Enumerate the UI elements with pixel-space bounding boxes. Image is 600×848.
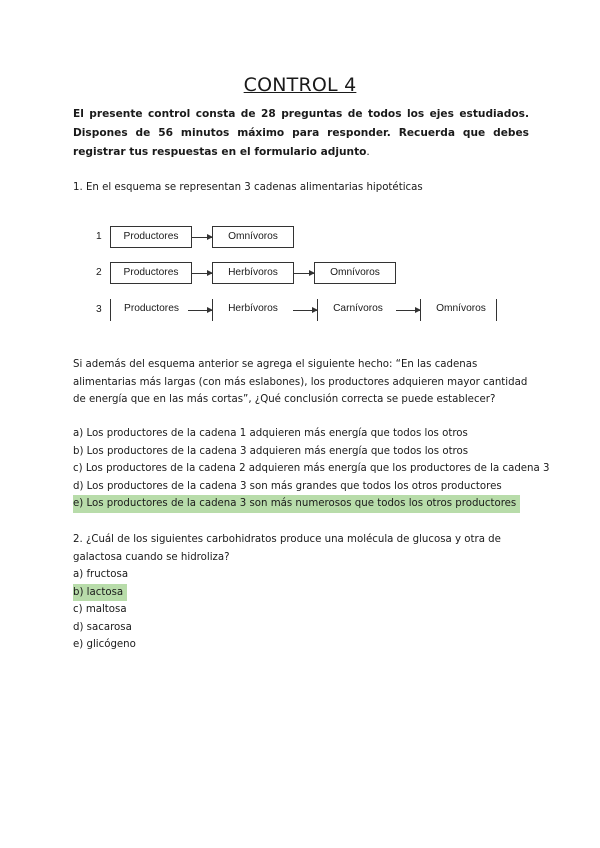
chain-box-carnivoros: Carnívoros	[333, 303, 383, 314]
chain-box-productores: Productores	[110, 262, 192, 284]
option-c: c) Los productores de la cadena 2 adquieren más energía que los productores de la cadena 3	[73, 463, 550, 474]
question-2-prompt: 2. ¿Cuál de los siguientes carbohidratos produce una molécula de glucosa y otra de galactosa cuando se hidroliza?	[73, 534, 501, 563]
chain-arrow	[188, 310, 212, 311]
instructions-paragraph	[73, 105, 529, 162]
chain-arrow	[396, 310, 420, 311]
chain-box-omnivoros: Omnívoros	[314, 262, 396, 284]
chain-arrow	[192, 237, 212, 238]
option-a: a) Los productores de la cadena 1 adquieren más energía que todos los otros	[73, 428, 468, 439]
question-1-prompt: 1. En el esquema se representan 3 cadenas alimentarias hipotéticas	[73, 182, 423, 193]
chain-row-3	[90, 299, 510, 323]
chain-box-omnivoros: Omnívoros	[212, 226, 294, 248]
option-d: d) sacarosa	[73, 621, 132, 633]
question-1-options	[73, 425, 550, 513]
option-b-correct: b) lactosa	[73, 584, 127, 602]
chain-box-herbivoros: Herbívoros	[212, 262, 294, 284]
chain-arrow	[293, 310, 317, 311]
chain-divider	[496, 299, 497, 321]
chain-box-productores: Productores	[110, 226, 192, 248]
chain-number: 2	[96, 267, 102, 278]
chain-row-1	[90, 226, 510, 250]
option-c: c) maltosa	[73, 604, 127, 615]
option-d: d) Los productores de la cadena 3 son más grandes que todos los otros productores	[73, 480, 502, 492]
option-e-correct: e) Los productores de la cadena 3 son más numerosos que todos los otros productores	[73, 495, 520, 513]
chain-arrow	[192, 273, 212, 274]
instructions-end: .	[366, 146, 370, 158]
chain-number: 3	[96, 304, 102, 315]
question-2-options	[73, 566, 543, 654]
food-chains-diagram	[90, 222, 510, 326]
document-title: CONTROL 4	[243, 74, 357, 96]
chain-number: 1	[96, 231, 102, 242]
instructions-text: El presente control consta de 28 preguntas de todos los ejes estudiados. Dispones de 56 minutos máximo para responder. Recuerda que debes registrar tus respuestas en el formulario adjunto	[73, 108, 529, 158]
chain-box-productores: Productores	[110, 299, 192, 321]
question-1-extra: Si además del esquema anterior se agrega el siguiente hecho: “En las cadenas alimentarias más largas (con más eslabones), los productores adquieren mayor cantidad de energía que en las más cortas”, ¿Qué conclusión correcta se puede establecer?	[73, 359, 528, 405]
chain-box-omnivoros: Omnívoros	[436, 303, 486, 314]
option-a: a) fructosa	[73, 569, 129, 580]
option-b: b) Los productores de la cadena 3 adquieren más energía que todos los otros	[73, 445, 469, 457]
option-e: e) glicógeno	[73, 639, 136, 650]
chain-row-2	[90, 262, 510, 286]
chain-box-herbivoros: Herbívoros	[228, 303, 278, 314]
chain-arrow	[294, 273, 314, 274]
